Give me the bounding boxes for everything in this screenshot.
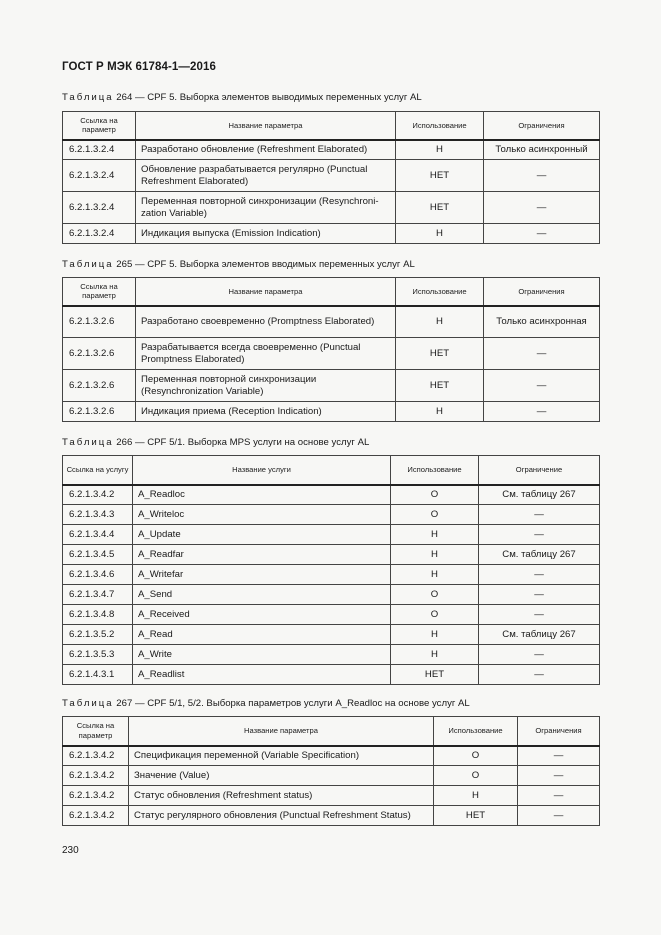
column-header: Ограничения	[484, 112, 600, 140]
table-row: 6.2.1.3.4.8 A_Received O —	[63, 605, 600, 625]
column-header: Ссылка на параметр	[63, 278, 136, 306]
table-row: 6.2.1.3.4.2 A_Readloc O См. таблицу 267	[63, 485, 600, 505]
caption-word: Таблица	[62, 92, 114, 103]
caption-text: 264 — CPF 5. Выборка элементов выводимых переменных услуг AL	[116, 92, 422, 103]
column-header: Использование	[396, 278, 484, 306]
table-264-caption	[62, 92, 422, 103]
table-row: 6.2.1.3.4.2 Спецификация переменной (Variable Specification) O —	[63, 746, 600, 766]
table-row: 6.2.1.3.2.6 Разрабатывается всегда своевременно (Punctual Promptness Elaborated) НЕТ —	[63, 338, 600, 370]
table-265	[62, 277, 600, 422]
column-header: Использование	[434, 717, 518, 746]
table-row: 6.2.1.3.2.6 Переменная повторной синхронизации (Resynchronization Variable) НЕТ —	[63, 370, 600, 402]
column-header: Ссылка на параметр	[63, 717, 129, 746]
column-header: Ограничения	[518, 717, 600, 746]
table-264	[62, 111, 600, 244]
page-number: 230	[62, 845, 79, 856]
table-row: 6.2.1.3.2.4 Индикация выпуска (Emission Indication) H —	[63, 224, 600, 244]
column-header: Название параметра	[129, 717, 434, 746]
table-row: 6.2.1.3.5.2 A_Read H См. таблицу 267	[63, 625, 600, 645]
table-267-caption	[62, 698, 470, 709]
column-header: Использование	[391, 456, 479, 485]
table-266	[62, 455, 600, 685]
table-row: 6.2.1.3.4.7 A_Send O —	[63, 585, 600, 605]
caption-text: 266 — CPF 5/1. Выборка MPS услуги на основе услуг AL	[116, 437, 370, 448]
table-row: 6.2.1.3.4.5 A_Readfar H См. таблицу 267	[63, 545, 600, 565]
table-row: 6.2.1.3.4.4 A_Update H —	[63, 525, 600, 545]
caption-word: Таблица	[62, 259, 114, 270]
table-row: 6.2.1.3.4.2 Статус обновления (Refreshment status) H —	[63, 786, 600, 806]
column-header: Ограничения	[484, 278, 600, 306]
table-row: 6.2.1.3.4.2 Статус регулярного обновления (Punctual Refreshment Status) НЕТ —	[63, 806, 600, 826]
table-row: 6.2.1.4.3.1 A_Readlist НЕТ —	[63, 665, 600, 685]
table-row: 6.2.1.3.4.2 Значение (Value) O —	[63, 766, 600, 786]
table-row: 6.2.1.3.2.6 Индикация приема (Reception Indication) H —	[63, 402, 600, 422]
column-header: Ограничение	[479, 456, 600, 485]
column-header: Использование	[396, 112, 484, 140]
table-row: 6.2.1.3.2.6 Разработано своевременно (Promptness Elaborated) H Только асинхронная	[63, 306, 600, 338]
table-row: 6.2.1.3.5.3 A_Write H —	[63, 645, 600, 665]
caption-text: 267 — CPF 5/1, 5/2. Выборка параметров услуги A_Readloc на основе услуг AL	[116, 698, 470, 709]
caption-word: Таблица	[62, 437, 114, 448]
document-header: ГОСТ Р МЭК 61784-1—2016	[62, 61, 216, 73]
table-row: 6.2.1.3.2.4 Разработано обновление (Refreshment Elaborated) H Только асинхронный	[63, 140, 600, 160]
caption-word: Таблица	[62, 698, 114, 709]
table-row: 6.2.1.3.2.4 Обновление разрабатывается регулярно (Punctual Refreshment Elaborated) НЕТ —	[63, 160, 600, 192]
column-header: Ссылка на услугу	[63, 456, 133, 485]
table-266-caption	[62, 437, 369, 448]
table-row: 6.2.1.3.2.4 Переменная повторной синхронизации (Resynchroni-zation Variable) НЕТ —	[63, 192, 600, 224]
caption-text: 265 — CPF 5. Выборка элементов вводимых переменных услуг AL	[116, 259, 415, 270]
table-row: 6.2.1.3.4.3 A_Writeloc O —	[63, 505, 600, 525]
column-header: Название параметра	[136, 278, 396, 306]
column-header: Название услуги	[133, 456, 391, 485]
table-267	[62, 716, 600, 826]
column-header: Название параметра	[136, 112, 396, 140]
table-265-caption	[62, 259, 415, 270]
column-header: Ссылка на параметр	[63, 112, 136, 140]
table-row: 6.2.1.3.4.6 A_Writefar H —	[63, 565, 600, 585]
